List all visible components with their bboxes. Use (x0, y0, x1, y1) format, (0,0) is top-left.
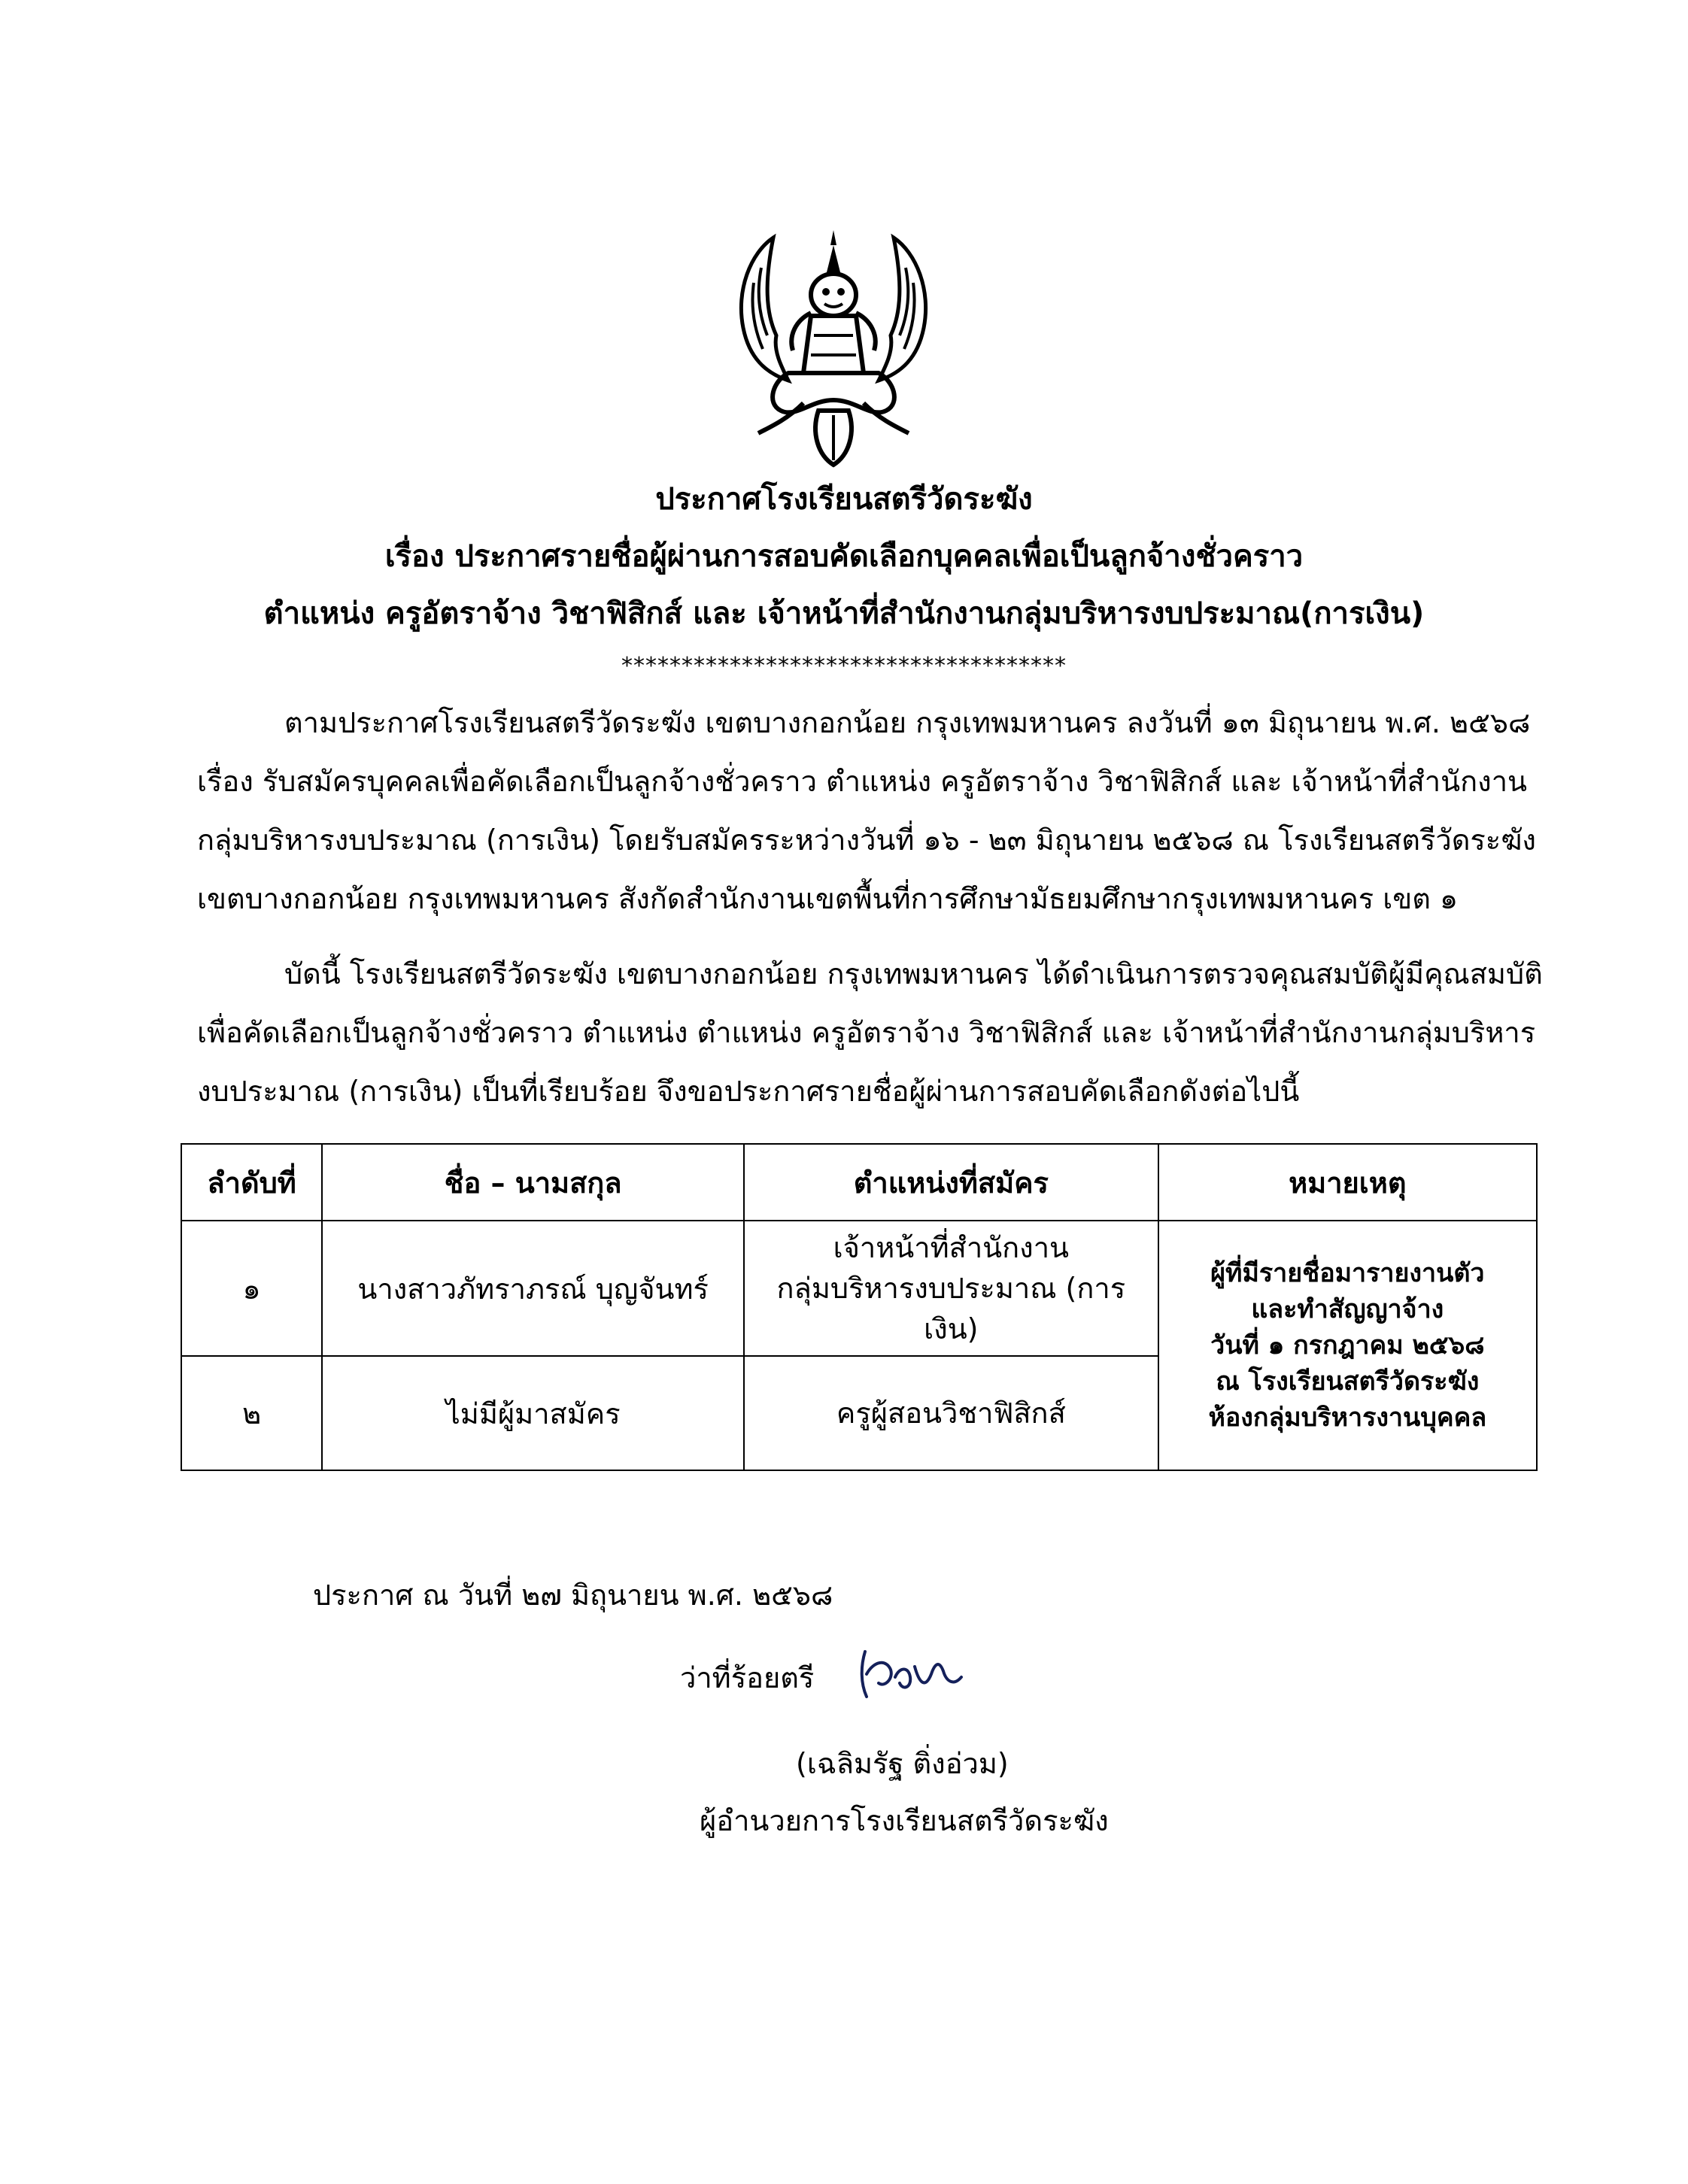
row-order: ๒ (181, 1356, 322, 1470)
paragraph1-line: ตามประกาศโรงเรียนสตรีวัดระฆัง เขตบางกอกน้อย กรุงเทพมหานคร ลงวันที่ ๑๓ มิถุนายน พ.ศ. ๒๕๖๘ (284, 706, 1531, 739)
row-position (744, 1356, 1158, 1470)
row-order: ๑ (181, 1221, 322, 1356)
handwritten-signature (856, 1644, 969, 1703)
signer-title: ผู้อำนวยการโรงเรียนสตรีวัดระฆัง (700, 1804, 1109, 1837)
column-header-position: ตำแหน่งที่สมัคร (744, 1144, 1158, 1221)
paragraph1-line: เรื่อง รับสมัครบุคคลเพื่อคัดเลือกเป็นลูกจ้างชั่วคราว ตำแหน่ง ครูอัตราจ้าง วิชาฟิสิกส์ และ เจ้าหน้าที่สำนักงาน (197, 765, 1528, 798)
announcement-title: ประกาศโรงเรียนสตรีวัดระฆัง (655, 482, 1033, 517)
row-remark (1158, 1221, 1537, 1470)
column-header-remark: หมายเหตุ (1158, 1144, 1537, 1221)
column-header-name: ชื่อ – นามสกุล (322, 1144, 744, 1221)
row-position-line: กลุ่มบริหารงบประมาณ (การเงิน) (776, 1272, 1126, 1345)
paragraph1-line: กลุ่มบริหารงบประมาณ (การเงิน) โดยรับสมัครระหว่างวันที่ ๑๖ - ๒๓ มิถุนายน ๒๕๖๘ ณ โรงเรียนสตรีวัดระฆัง (197, 824, 1536, 857)
row-name: นางสาวภัทราภรณ์ บุญจันทร์ (322, 1221, 744, 1356)
remark-line: ณ โรงเรียนสตรีวัดระฆัง (1216, 1367, 1480, 1397)
row-position (744, 1221, 1158, 1356)
row-position-line: ครูผู้สอนวิชาฟิสิกส์ (836, 1397, 1066, 1430)
announce-date: ประกาศ ณ วันที่ ๒๗ มิถุนายน พ.ศ. ๒๕๖๘ (313, 1579, 833, 1612)
paragraph1-line: เขตบางกอกน้อย กรุงเทพมหานคร สังกัดสำนักงานเขตพื้นที่การศึกษามัธยมศึกษากรุงเทพมหานคร เขต ๑ (197, 882, 1459, 915)
row-position-line: เจ้าหน้าที่สำนักงาน (833, 1231, 1070, 1264)
paragraph2-line: เพื่อคัดเลือกเป็นลูกจ้างชั่วคราว ตำแหน่ง ตำแหน่ง ครูอัตราจ้าง วิชาฟิสิกส์ และ เจ้าหน้าที่สำนักงานกลุ่มบริหาร (197, 1016, 1536, 1049)
announcement-subject: เรื่อง ประกาศรายชื่อผู้ผ่านการสอบคัดเลือกบุคคลเพื่อเป็นลูกจ้างชั่วคราว (384, 539, 1304, 574)
row-name: ไม่มีผู้มาสมัคร (322, 1356, 744, 1470)
signer-name: (เฉลิมรัฐ ติ่งอ่วม) (796, 1747, 1009, 1780)
separator-line: ************************************* (621, 653, 1067, 679)
paragraph2-line: บัดนี้ โรงเรียนสตรีวัดระฆัง เขตบางกอกน้อย กรุงเทพมหานคร ได้ดำเนินการตรวจคุณสมบัติผู้มีคุณสมบัติ (284, 957, 1543, 990)
remark-line: ห้องกลุ่มบริหารงานบุคคล (1208, 1403, 1487, 1433)
announcement-positions: ตำแหน่ง ครูอัตราจ้าง วิชาฟิสิกส์ และ เจ้าหน้าที่สำนักงานกลุ่มบริหารงบประมาณ(การเงิน) (263, 596, 1425, 631)
column-header-order: ลำดับที่ (181, 1144, 322, 1221)
signer-rank: ว่าที่ร้อยตรี (680, 1661, 815, 1694)
table-header-row (181, 1144, 1537, 1221)
remark-line: และทำสัญญาจ้าง (1251, 1294, 1444, 1324)
table-row (181, 1221, 1537, 1356)
remark-line: วันที่ ๑ กรกฎาคม ๒๕๖๘ (1210, 1330, 1485, 1360)
paragraph2-line: งบประมาณ (การเงิน) เป็นที่เรียบร้อย จึงขอประกาศรายชื่อผู้ผ่านการสอบคัดเลือกดังต่อไปนี้ (197, 1075, 1300, 1108)
results-table (181, 1143, 1538, 1471)
garuda-emblem-icon (721, 223, 946, 469)
remark-line: ผู้ที่มีรายชื่อมารายงานตัว (1210, 1258, 1485, 1288)
